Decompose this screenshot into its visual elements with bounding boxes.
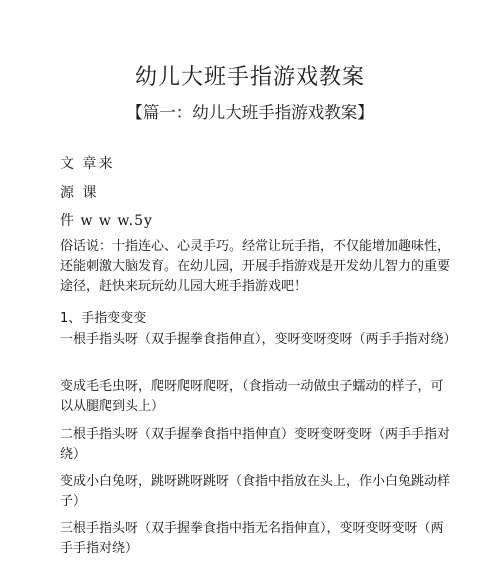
paragraph-1: 一根手指头呀（双手握拳食指伸直），变呀变呀变呀（两手手指对绕） xyxy=(60,332,457,347)
meta-line-1: 文 章来 xyxy=(60,156,115,172)
document-title: 幼儿大班手指游戏教案 xyxy=(134,65,365,90)
paragraph-2: 变成毛毛虫呀，爬呀爬呀爬呀，（食指动一动做虫子蠕动的样子，可以从腿爬到头上） xyxy=(60,379,444,414)
meta-line-2: 源 课 xyxy=(60,185,99,201)
paragraph-4: 变成小白兔呀，跳呀跳呀跳呀（食指中指放在头上，作小白兔跳动样子） xyxy=(60,474,451,509)
paragraph-3: 二根手指头呀（双手握拳食指中指伸直）变呀变呀变呀（两手手指对绕） xyxy=(60,427,451,462)
section-heading: 1、手指变变变 xyxy=(60,311,147,326)
intro-paragraph: 俗话说：十指连心、心灵手巧。经常让玩手指，不仅能增加趣味性，还能刺激大脑发育。在幼儿园，开展手指游戏是开发幼儿智力的重要途径，赶快来玩玩幼儿园大班手指游戏吧！ xyxy=(60,239,451,294)
document-subtitle: 【篇一：幼儿大班手指游戏教案】 xyxy=(126,103,374,122)
paragraph-5: 三根手指头呀（双手握拳食指中指无名指伸直），变呀变呀变呀（两手手指对绕） xyxy=(60,521,444,556)
meta-line-3: 件 w w w.5y xyxy=(60,213,153,229)
